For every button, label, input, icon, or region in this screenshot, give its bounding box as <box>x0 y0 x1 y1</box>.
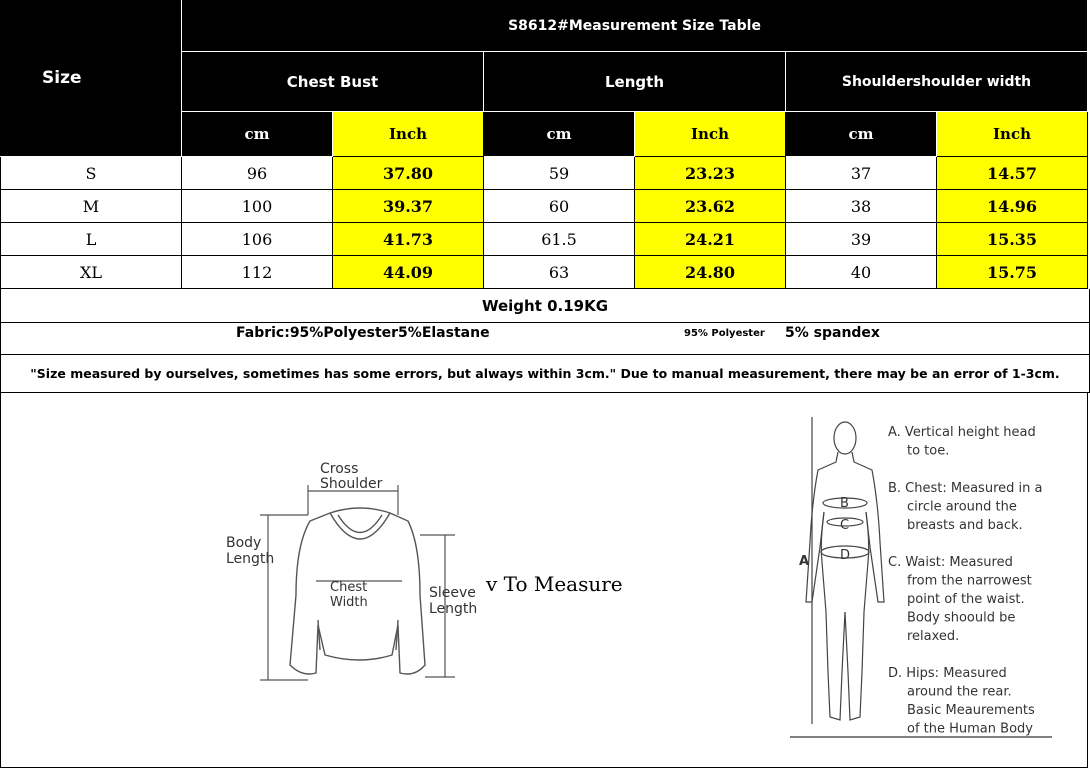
value-cell: 112 <box>182 256 333 289</box>
legend-line: breasts and back. <box>907 518 1023 533</box>
value-cell: 39.37 <box>333 190 484 223</box>
body-diagram <box>790 412 1080 742</box>
fabric-small: 95% Polyester <box>684 328 765 339</box>
sleeve-length-label-2: Length <box>429 601 478 617</box>
legend-line: around the rear. <box>907 684 1012 700</box>
body-length-label-2: Length <box>226 551 275 567</box>
value-cell: 100 <box>182 190 333 223</box>
fabric-row <box>0 322 1090 355</box>
fabric-spandex: 5% spandex <box>785 325 880 341</box>
group-header-chest: Chest Bust <box>182 52 484 112</box>
unit-header: cm <box>182 112 333 157</box>
body-length-label-1: Body <box>226 535 262 551</box>
value-cell: 44.09 <box>333 256 484 289</box>
value-cell: 61.5 <box>484 223 635 256</box>
legend-line: to toe. <box>907 443 950 459</box>
group-header-length: Length <box>484 52 786 112</box>
cross-shoulder-label-2: Shoulder <box>320 476 383 492</box>
legend-line: of the Human Body <box>907 721 1033 737</box>
legend-line: D. Hips: Measured <box>888 666 1007 681</box>
value-cell: 14.57 <box>937 157 1088 190</box>
cross-shoulder-label-1: Cross <box>320 461 359 477</box>
legend-line: circle around the <box>907 499 1017 515</box>
unit-header: Inch <box>635 112 786 157</box>
value-cell: 59 <box>484 157 635 190</box>
value-cell: 15.35 <box>937 223 1088 256</box>
chest-width-label-1: Chest <box>330 580 368 595</box>
legend-line: A. Vertical height head <box>888 425 1036 440</box>
size-cell: M <box>0 190 182 223</box>
size-cell: S <box>0 157 182 190</box>
size-header: Size <box>0 0 182 157</box>
unit-header: Inch <box>937 112 1088 157</box>
value-cell: 23.62 <box>635 190 786 223</box>
legend-line: B. Chest: Measured in a <box>888 481 1043 496</box>
legend-line: relaxed. <box>907 629 960 644</box>
value-cell: 15.75 <box>937 256 1088 289</box>
table-title: S8612#Measurement Size Table <box>182 0 1088 52</box>
marker-b: B <box>840 496 849 511</box>
note-row: "Size measured by ourselves, sometimes has some errors, but always within 3cm." Due to manual measurement, there may be an error of 1-3cm. <box>0 354 1090 393</box>
sleeve-length-label-1: Sleeve <box>429 585 476 601</box>
fabric-main: Fabric:95%Polyester5%Elastane <box>236 325 490 341</box>
garment-diagram <box>220 455 520 695</box>
chest-width-label-2: Width <box>330 595 368 610</box>
value-cell: 24.80 <box>635 256 786 289</box>
unit-header: Inch <box>333 112 484 157</box>
value-cell: 40 <box>786 256 937 289</box>
marker-a: A <box>799 554 810 569</box>
value-cell: 23.23 <box>635 157 786 190</box>
value-cell: 60 <box>484 190 635 223</box>
weight-row: Weight 0.19KG <box>0 289 1090 323</box>
value-cell: 37.80 <box>333 157 484 190</box>
group-header-shoulder: Shouldershoulder width <box>786 52 1088 112</box>
size-cell: XL <box>0 256 182 289</box>
value-cell: 96 <box>182 157 333 190</box>
legend-line: from the narrowest <box>907 573 1032 589</box>
legend-line: point of the waist. <box>907 592 1025 607</box>
how-to-measure-label: v To Measure <box>486 572 623 596</box>
unit-header: cm <box>786 112 937 157</box>
unit-header: cm <box>484 112 635 157</box>
value-cell: 41.73 <box>333 223 484 256</box>
value-cell: 39 <box>786 223 937 256</box>
body-legend <box>888 425 1042 737</box>
value-cell: 106 <box>182 223 333 256</box>
legend-line: Basic Meaurements <box>907 703 1035 718</box>
legend-line: C. Waist: Measured <box>888 555 1013 570</box>
size-cell: L <box>0 223 182 256</box>
marker-c: C <box>840 518 850 533</box>
marker-d: D <box>840 548 851 563</box>
value-cell: 14.96 <box>937 190 1088 223</box>
value-cell: 63 <box>484 256 635 289</box>
value-cell: 24.21 <box>635 223 786 256</box>
value-cell: 38 <box>786 190 937 223</box>
legend-line: Body shoould be <box>907 610 1016 626</box>
value-cell: 37 <box>786 157 937 190</box>
